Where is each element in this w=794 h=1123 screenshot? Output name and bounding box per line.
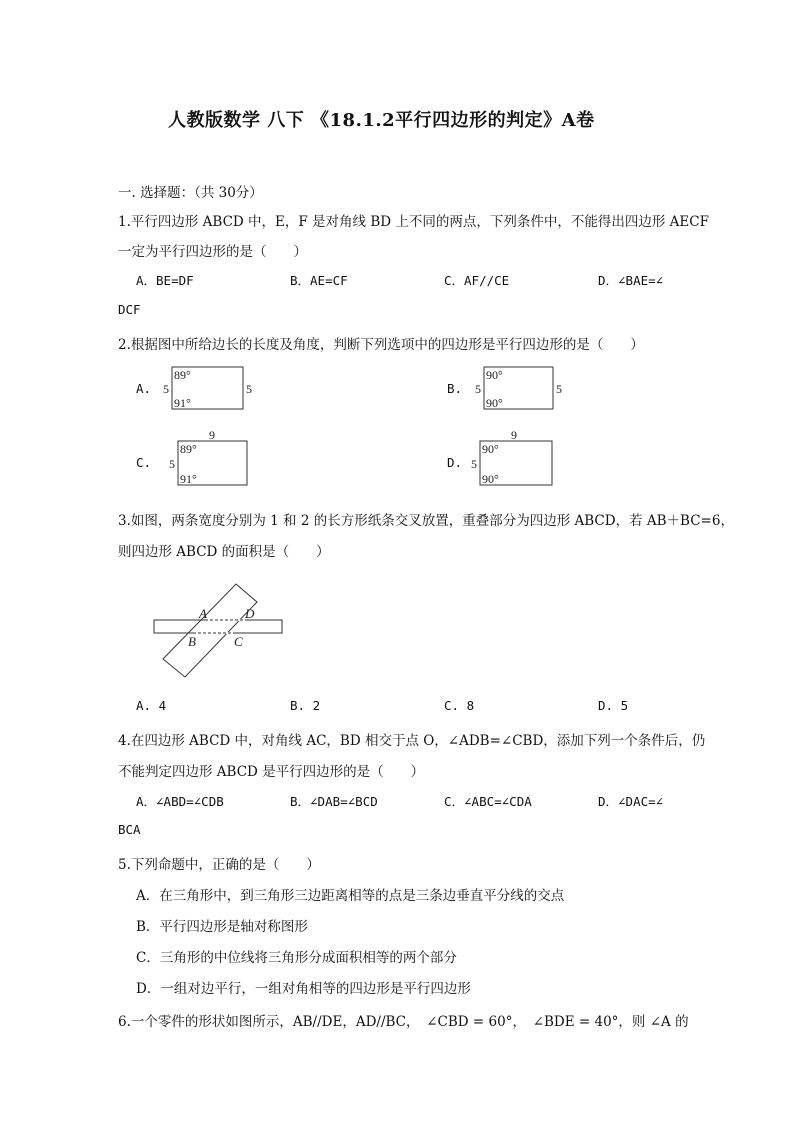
- left-side-label: 5: [163, 382, 169, 396]
- q2-option-d-letter[interactable]: D.: [447, 455, 463, 470]
- top-angle-label: 89°: [174, 368, 191, 382]
- q2-figure-a: [160, 362, 260, 414]
- right-side-label: 5: [556, 382, 562, 396]
- page-title: 人教版数学 八下 《18.1.2平行四边形的判定》A卷: [168, 110, 595, 131]
- q2-option-a-letter[interactable]: A.: [136, 381, 152, 396]
- q2-option-b-letter[interactable]: B.: [447, 381, 463, 396]
- q5-option-b[interactable]: B．平行四边形是轴对称图形: [136, 919, 308, 935]
- q1-option-d-continued: DCF: [118, 302, 141, 317]
- top-angle-label: 89°: [180, 442, 197, 456]
- q1-option-c[interactable]: C．AF//CE: [444, 273, 510, 288]
- bottom-angle-label: 90°: [482, 472, 499, 486]
- q4-option-d-continued: BCA: [118, 822, 141, 837]
- q6-stem: 6.一个零件的形状如图所示，AB//DE，AD//BC， ∠CBD = 60°， ∠BDE = 40°，则 ∠A 的: [118, 1014, 689, 1030]
- q4-option-c[interactable]: C．∠ABC=∠CDA: [444, 794, 532, 809]
- point-a-label: A: [199, 606, 207, 621]
- q3-option-d[interactable]: D. 5: [598, 698, 629, 713]
- left-side-label: 5: [169, 457, 175, 471]
- q1-stem-line1: 1.平行四边形 ABCD 中，E，F 是对角线 BD 上不同的两点，下列条件中，不能得出四边形 AECF: [118, 214, 709, 230]
- q3-option-a[interactable]: A. 4: [136, 698, 167, 713]
- q1-option-d[interactable]: D．∠BAE=∠: [598, 273, 664, 288]
- q4-option-a[interactable]: A．∠ABD=∠CDB: [136, 794, 224, 809]
- q2-figure-c: [166, 428, 256, 488]
- q2-figure-d: [468, 428, 558, 488]
- q5-option-a[interactable]: A．在三角形中，到三角形三边距离相等的点是三条边垂直平分线的交点: [136, 888, 565, 904]
- top-angle-label: 90°: [482, 442, 499, 456]
- q1-stem-line2: 一定为平行四边形的是（ ）: [118, 244, 307, 260]
- section-header: 一. 选择题：（共 30分）: [118, 185, 263, 201]
- q4-stem-line2: 不能判定四边形 ABCD 是平行四边形的是（ ）: [118, 764, 425, 780]
- q2-figure-b: [472, 362, 572, 414]
- q4-stem-line1: 4.在四边形 ABCD 中，对角线 AC，BD 相交于点 O，∠ADB=∠CBD，添加下列一个条件后，仍: [118, 733, 706, 749]
- q4-option-d[interactable]: D．∠DAC=∠: [598, 794, 664, 809]
- q3-stem-line1: 3.如图，两条宽度分别为 1 和 2 的长方形纸条交叉放置，重叠部分为四边形 ABCD，若 AB＋BC=6，: [118, 513, 734, 529]
- bottom-angle-label: 90°: [486, 396, 503, 410]
- point-c-label: C: [234, 634, 243, 649]
- point-b-label: B: [188, 634, 196, 649]
- top-angle-label: 90°: [486, 368, 503, 382]
- top-side-label: 9: [511, 428, 517, 442]
- left-side-label: 5: [475, 382, 481, 396]
- q2-stem: 2.根据图中所给边长的长度及角度，判断下列选项中的四边形是平行四边形的是（ ）: [118, 337, 644, 353]
- horizontal-strip: [154, 620, 282, 633]
- q3-option-c[interactable]: C. 8: [444, 698, 475, 713]
- bottom-angle-label: 91°: [174, 396, 191, 410]
- top-side-label: 9: [209, 428, 215, 442]
- q3-stem-line2: 则四边形 ABCD 的面积是（ ）: [118, 544, 330, 560]
- left-side-label: 5: [471, 457, 477, 471]
- q3-figure: [150, 578, 290, 683]
- q4-option-b[interactable]: B．∠DAB=∠BCD: [290, 794, 378, 809]
- q5-option-c[interactable]: C．三角形的中位线将三角形分成面积相等的两个部分: [136, 950, 457, 966]
- q2-option-c-letter[interactable]: C.: [136, 455, 152, 470]
- q1-option-a[interactable]: A．BE=DF: [136, 273, 194, 288]
- q3-option-b[interactable]: B. 2: [290, 698, 321, 713]
- bottom-angle-label: 91°: [180, 472, 197, 486]
- q1-option-b[interactable]: B．AE=CF: [290, 273, 348, 288]
- q5-option-d[interactable]: D．一组对边平行，一组对角相等的四边形是平行四边形: [136, 981, 471, 997]
- q5-stem: 5.下列命题中，正确的是（ ）: [118, 857, 320, 873]
- right-side-label: 5: [246, 382, 252, 396]
- point-d-label: D: [245, 606, 255, 621]
